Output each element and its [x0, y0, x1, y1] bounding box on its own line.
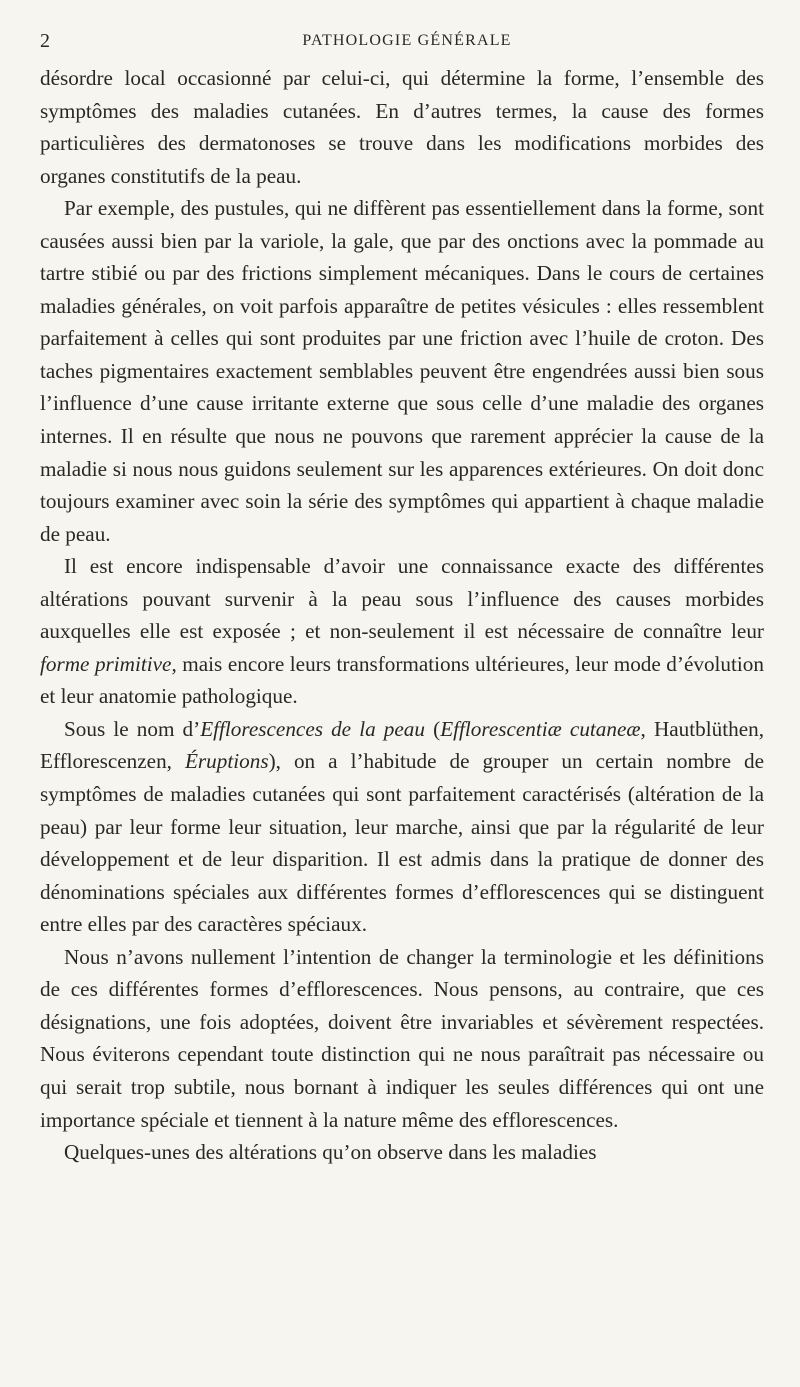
- paragraph-continued: désordre local occasionné par celui-ci, qui détermine la forme, l’ensemble des symptômes des maladies cutanées. En d’autres termes, la cause des formes particulières des dermatonoses se trouve dans les modifications morbides des organes constitutifs de la peau.: [40, 66, 764, 188]
- italic-term: Efflorescences de la peau: [200, 716, 425, 741]
- paragraph-truncated: Quelques-unes des altérations qu’on observe dans les maladies: [64, 1140, 597, 1165]
- paragraph-terminology: Nous n’avons nullement l’intention de changer la terminologie et les définitions de ces différentes formes d’efflorescences. Nous pensons, au contraire, que ces désignations, une fois adoptées, doivent être invariables et sévèrement respectées. Nous éviterons cependant toute distinction qui ne nous paraîtrait pas nécessaire ou qui serait trop subtile, nous bornant à indiquer les seules différences qui ont une importance spéciale et tiennent à la nature même des efflorescences.: [40, 944, 764, 1132]
- paragraph-text: Il est encore indispensable d’avoir une connaissance exacte des différentes altérations pouvant survenir à la peau sous l’influence des causes morbides auxquelles elle est exposée ; et non-seulement il est nécessaire de connaître leur: [40, 554, 764, 644]
- running-title: PATHOLOGIE GÉNÉRALE: [302, 32, 512, 49]
- paragraph-pustules-example: Par exemple, des pustules, qui ne diffèrent pas essentiellement dans la forme, sont causées aussi bien par la variole, la gale, que par des onctions avec la pommade au tartre stibié ou par des frictions simplement mécaniques. Dans le cours de certaines maladies générales, on voit parfois apparaître de petites vésicules : elles ressemblent parfaitement à celles qui sont produites par une friction avec l’huile de croton. Des taches pigmentaires exactement semblables peuvent être engendrées aussi bien sous l’influence d’une cause irritante externe que sous celle d’une maladie des organes internes. Il en résulte que nous ne pouvons que rarement apprécier la cause de la maladie si nous nous guidons seulement sur les apparences extérieures. On doit donc toujours examiner avec soin la série des symptômes qui appartient à chaque maladie de peau.: [40, 196, 764, 546]
- body-text: [40, 62, 764, 1169]
- italic-term: forme primitive: [40, 651, 172, 676]
- page-number: 2: [40, 30, 50, 52]
- running-head: [40, 30, 760, 56]
- paragraph-text: (: [425, 716, 441, 741]
- paragraph-text: ), on a l’habitude de grouper un certain nombre de symptômes de maladies cutanées qui sont parfaitement caractérisés (altération de la peau) par leur forme leur situation, leur marche, ainsi que par la régularité de leur développement et de leur disparition. Il est admis dans la pratique de donner des dénominations spéciales aux différentes formes d’efflorescences qui se distinguent entre elles par des caractères spéciaux.: [40, 749, 764, 937]
- paragraph-text: , mais encore leurs transformations ultérieures, leur mode d’évolution et leur anatomie pathologique.: [40, 651, 764, 709]
- paragraph-text: Sous le nom d’: [64, 716, 201, 741]
- paragraph-efflorescences-definition: [40, 713, 764, 941]
- paragraph-alterations-knowledge: [40, 550, 764, 713]
- italic-term: Éruptions: [184, 749, 269, 774]
- paragraph-text: , Hautblüthen, Efflorescenzen,: [40, 716, 764, 774]
- italic-term: Efflorescentiæ cutaneæ: [440, 716, 641, 741]
